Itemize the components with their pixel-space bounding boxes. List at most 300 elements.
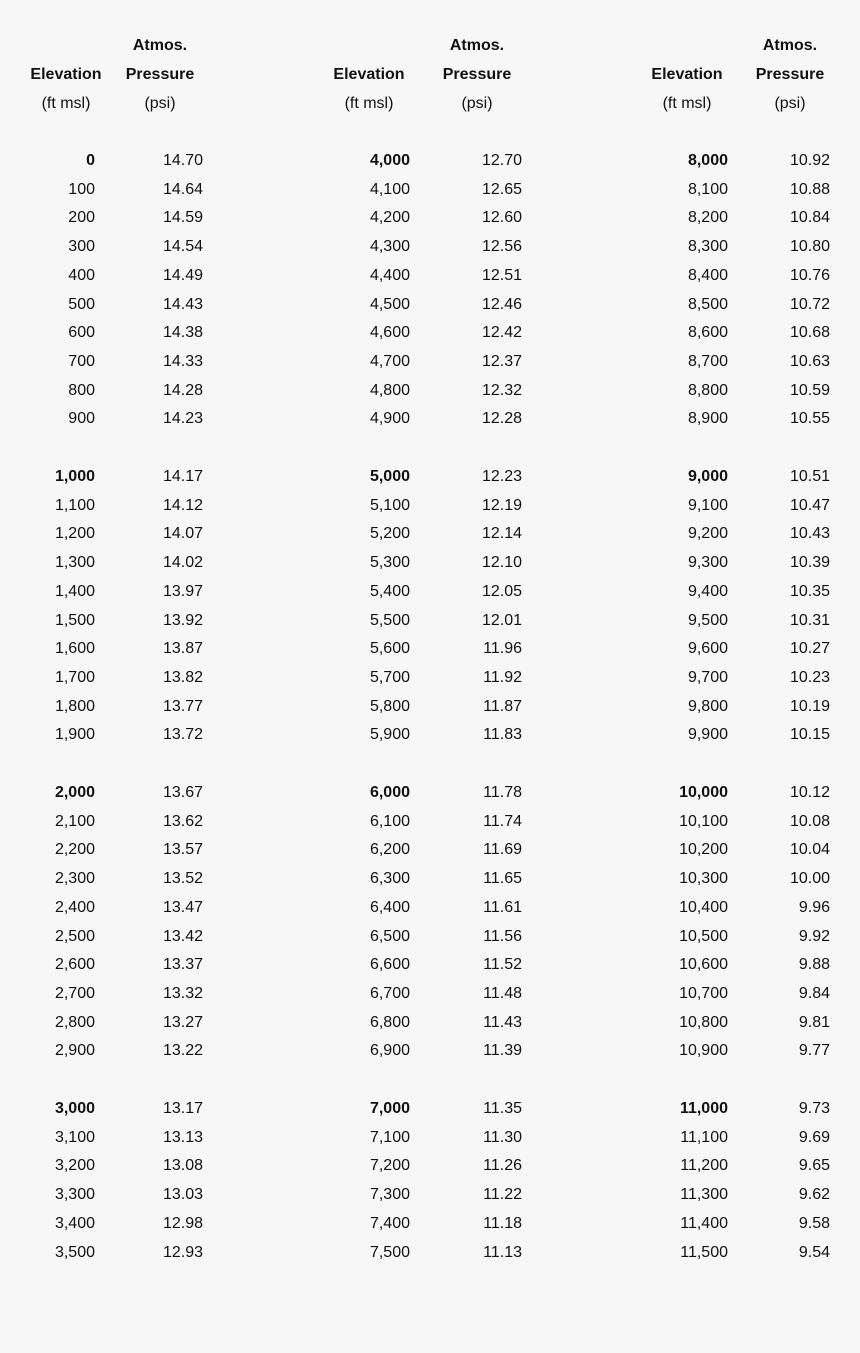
table-row xyxy=(300,840,560,869)
table-row xyxy=(0,1041,260,1070)
atmos-header: Atmos. xyxy=(762,37,818,54)
table-row xyxy=(300,295,560,324)
pressure-cell: 14.49 xyxy=(162,266,203,284)
pressure-cell: 14.07 xyxy=(162,525,203,543)
table-row xyxy=(600,524,860,553)
table-row xyxy=(600,812,860,841)
table-row xyxy=(600,697,860,726)
pressure-cell: 12.10 xyxy=(481,554,522,572)
table-row xyxy=(0,955,260,984)
table-row xyxy=(300,1243,560,1272)
table-row xyxy=(0,927,260,956)
table-row xyxy=(300,898,560,927)
table-row xyxy=(300,1099,560,1128)
pressure-cell: 14.38 xyxy=(162,324,203,342)
pressure-cell: 13.17 xyxy=(162,1100,203,1117)
elevation-cell: 6,800 xyxy=(369,1013,410,1031)
table-row xyxy=(300,266,560,295)
table-row xyxy=(0,1128,260,1157)
pressure-cell: 11.61 xyxy=(483,898,522,916)
elevation-cell: 10,200 xyxy=(679,841,728,859)
elevation-cell: 9,900 xyxy=(687,726,728,744)
pressure-cell: 12.42 xyxy=(481,324,522,342)
table-row xyxy=(300,697,560,726)
pressure-cell: 12.51 xyxy=(481,266,522,284)
pressure-cell: 10.59 xyxy=(789,381,830,399)
pressure-cell: 13.03 xyxy=(162,1186,203,1204)
pressure-cell: 14.17 xyxy=(162,468,203,485)
pressure-cell: 13.92 xyxy=(162,611,203,629)
elevation-cell: 5,700 xyxy=(369,668,410,686)
table-row xyxy=(300,151,560,180)
table-row xyxy=(300,409,560,438)
elevation-cell: 5,900 xyxy=(369,726,410,744)
table-row xyxy=(600,1041,860,1070)
pressure-cell: 13.82 xyxy=(162,668,203,686)
pressure-cell: 9.54 xyxy=(798,1243,830,1261)
table-row xyxy=(600,409,860,438)
elevation-unit: (ft msl) xyxy=(662,95,712,112)
pressure-cell: 11.83 xyxy=(483,726,522,744)
elevation-cell: 9,300 xyxy=(687,554,728,572)
elevation-cell: 10,800 xyxy=(679,1013,728,1031)
pressure-cell: 13.67 xyxy=(162,784,203,801)
elevation-cell: 2,600 xyxy=(54,956,95,974)
table-row xyxy=(0,151,260,180)
elevation-cell: 2,300 xyxy=(54,870,95,888)
elevation-cell: 11,300 xyxy=(680,1186,728,1204)
pressure-cell: 11.78 xyxy=(483,784,522,801)
table-row xyxy=(600,496,860,525)
table-row xyxy=(600,381,860,410)
table-row xyxy=(600,611,860,640)
table-row xyxy=(600,237,860,266)
table-row xyxy=(300,180,560,209)
elevation-cell: 1,100 xyxy=(54,496,95,514)
pressure-cell: 12.70 xyxy=(481,152,522,169)
table-row xyxy=(300,783,560,812)
elevation-cell: 1,200 xyxy=(54,525,95,543)
elevation-cell: 900 xyxy=(68,410,95,428)
elevation-cell: 4,400 xyxy=(369,266,410,284)
pressure-cell: 10.23 xyxy=(789,668,830,686)
elevation-cell: 1,600 xyxy=(54,640,95,658)
elevation-cell: 6,600 xyxy=(369,956,410,974)
pressure-cell: 11.56 xyxy=(483,927,522,945)
pressure-cell: 13.32 xyxy=(162,984,203,1002)
pressure-cell: 10.84 xyxy=(789,209,830,227)
elevation-cell: 7,100 xyxy=(369,1128,410,1146)
table-row xyxy=(0,783,260,812)
pressure-cell: 9.77 xyxy=(798,1042,830,1060)
elevation-cell: 9,000 xyxy=(687,468,728,485)
table-row xyxy=(0,553,260,582)
elevation-cell: 2,900 xyxy=(54,1042,95,1060)
pressure-cell: 12.93 xyxy=(162,1243,203,1261)
pressure-cell: 10.72 xyxy=(789,295,830,313)
pressure-cell: 11.48 xyxy=(483,984,522,1002)
table-row xyxy=(600,1099,860,1128)
pressure-unit: (psi) xyxy=(144,95,176,112)
pressure-cell: 13.37 xyxy=(162,956,203,974)
table-row xyxy=(600,323,860,352)
elevation-cell: 9,400 xyxy=(687,582,728,600)
pressure-cell: 11.43 xyxy=(483,1013,522,1031)
elevation-cell: 4,500 xyxy=(369,295,410,313)
pressure-cell: 10.31 xyxy=(789,611,830,629)
pressure-cell: 13.22 xyxy=(162,1042,203,1060)
pressure-cell: 14.64 xyxy=(162,180,203,198)
table-row xyxy=(0,1156,260,1185)
table-row xyxy=(300,381,560,410)
pressure-cell: 13.57 xyxy=(162,841,203,859)
pressure-cell: 12.19 xyxy=(481,496,522,514)
table-row xyxy=(0,1099,260,1128)
table-row xyxy=(300,467,560,496)
table-row xyxy=(0,180,260,209)
pressure-cell: 11.69 xyxy=(483,841,522,859)
elevation-cell: 4,700 xyxy=(369,352,410,370)
elevation-cell: 0 xyxy=(86,152,95,169)
pressure-cell: 10.15 xyxy=(789,726,830,744)
table-row xyxy=(0,697,260,726)
pressure-cell: 9.62 xyxy=(798,1186,830,1204)
elevation-cell: 6,200 xyxy=(369,841,410,859)
elevation-cell: 3,400 xyxy=(54,1214,95,1232)
pressure-cell: 10.63 xyxy=(789,352,830,370)
pressure-header: Pressure xyxy=(442,66,512,83)
elevation-cell: 11,400 xyxy=(680,1214,728,1232)
table-row xyxy=(300,1214,560,1243)
elevation-cell: 11,100 xyxy=(680,1128,728,1146)
table-row xyxy=(0,869,260,898)
table-row xyxy=(0,467,260,496)
table-row xyxy=(300,869,560,898)
table-row xyxy=(0,725,260,754)
table-row xyxy=(300,237,560,266)
elevation-cell: 8,100 xyxy=(687,180,728,198)
pressure-cell: 10.43 xyxy=(789,525,830,543)
pressure-cell: 13.72 xyxy=(162,726,203,744)
elevation-cell: 5,100 xyxy=(369,496,410,514)
table-row xyxy=(600,869,860,898)
pressure-cell: 12.23 xyxy=(481,468,522,485)
pressure-cell: 10.80 xyxy=(789,238,830,256)
table-row xyxy=(600,984,860,1013)
table-row xyxy=(300,639,560,668)
elevation-cell: 4,000 xyxy=(369,152,410,169)
elevation-cell: 6,000 xyxy=(369,784,410,801)
pressure-cell: 12.37 xyxy=(481,352,522,370)
table-row xyxy=(600,208,860,237)
elevation-cell: 5,200 xyxy=(369,525,410,543)
pressure-cell: 12.05 xyxy=(481,582,522,600)
table-row xyxy=(0,582,260,611)
elevation-cell: 5,000 xyxy=(369,468,410,485)
elevation-cell: 4,100 xyxy=(369,180,410,198)
table-row xyxy=(600,295,860,324)
table-row xyxy=(300,323,560,352)
elevation-cell: 1,800 xyxy=(54,697,95,715)
table-row xyxy=(300,927,560,956)
table-row xyxy=(600,783,860,812)
elevation-cell: 5,300 xyxy=(369,554,410,572)
table-row xyxy=(300,582,560,611)
pressure-cell: 11.22 xyxy=(483,1186,522,1204)
pressure-cell: 10.19 xyxy=(789,697,830,715)
elevation-cell: 6,100 xyxy=(369,812,410,830)
table-row xyxy=(600,1156,860,1185)
table-row xyxy=(0,266,260,295)
elevation-cell: 11,500 xyxy=(680,1243,728,1261)
table-row xyxy=(600,352,860,381)
pressure-cell: 10.35 xyxy=(789,582,830,600)
pressure-cell: 11.13 xyxy=(483,1243,522,1261)
pressure-cell: 10.04 xyxy=(789,841,830,859)
table-row xyxy=(0,611,260,640)
table-row xyxy=(600,582,860,611)
pressure-unit: (psi) xyxy=(461,95,493,112)
elevation-cell: 4,900 xyxy=(369,410,410,428)
elevation-cell: 1,700 xyxy=(54,668,95,686)
elevation-cell: 300 xyxy=(68,238,95,256)
elevation-cell: 6,900 xyxy=(369,1042,410,1060)
table-row xyxy=(300,524,560,553)
pressure-cell: 12.32 xyxy=(481,381,522,399)
elevation-cell: 3,300 xyxy=(54,1186,95,1204)
pressure-cell: 13.62 xyxy=(162,812,203,830)
elevation-cell: 3,000 xyxy=(54,1100,95,1117)
pressure-cell: 11.74 xyxy=(483,812,522,830)
table-row xyxy=(0,524,260,553)
elevation-cell: 200 xyxy=(68,209,95,227)
pressure-cell: 12.65 xyxy=(481,180,522,198)
elevation-cell: 2,100 xyxy=(54,812,95,830)
pressure-cell: 13.47 xyxy=(162,898,203,916)
elevation-cell: 10,900 xyxy=(679,1042,728,1060)
elevation-cell: 8,700 xyxy=(687,352,728,370)
pressure-cell: 9.65 xyxy=(798,1157,830,1175)
elevation-cell: 4,200 xyxy=(369,209,410,227)
elevation-cell: 2,000 xyxy=(54,784,95,801)
elevation-cell: 6,300 xyxy=(369,870,410,888)
pressure-cell: 10.92 xyxy=(789,152,830,169)
table-row xyxy=(600,266,860,295)
table-row xyxy=(0,812,260,841)
elevation-cell: 8,600 xyxy=(687,324,728,342)
pressure-cell: 11.87 xyxy=(483,697,522,715)
elevation-cell: 10,300 xyxy=(679,870,728,888)
pressure-cell: 12.28 xyxy=(481,410,522,428)
pressure-cell: 13.27 xyxy=(162,1013,203,1031)
pressure-cell: 13.42 xyxy=(162,927,203,945)
pressure-cell: 9.92 xyxy=(798,927,830,945)
pressure-cell: 10.08 xyxy=(789,812,830,830)
elevation-cell: 7,400 xyxy=(369,1214,410,1232)
elevation-cell: 10,700 xyxy=(679,984,728,1002)
pressure-cell: 9.84 xyxy=(798,984,830,1002)
table-row xyxy=(300,955,560,984)
elevation-cell: 8,500 xyxy=(687,295,728,313)
pressure-cell: 11.30 xyxy=(483,1128,522,1146)
table-row xyxy=(0,898,260,927)
elevation-cell: 9,500 xyxy=(687,611,728,629)
elevation-cell: 10,600 xyxy=(679,956,728,974)
pressure-cell: 12.14 xyxy=(481,525,522,543)
pressure-cell: 10.47 xyxy=(789,496,830,514)
pressure-cell: 12.46 xyxy=(481,295,522,313)
table-row xyxy=(600,1243,860,1272)
table-row xyxy=(300,352,560,381)
table-row xyxy=(300,1013,560,1042)
pressure-cell: 11.35 xyxy=(483,1100,522,1117)
table-row xyxy=(300,553,560,582)
elevation-cell: 2,400 xyxy=(54,898,95,916)
table-row xyxy=(0,352,260,381)
pressure-cell: 9.81 xyxy=(798,1013,830,1031)
table-row xyxy=(0,984,260,1013)
table-row xyxy=(600,898,860,927)
elevation-cell: 6,400 xyxy=(369,898,410,916)
elevation-cell: 100 xyxy=(68,180,95,198)
elevation-cell: 6,700 xyxy=(369,984,410,1002)
elevation-cell: 2,800 xyxy=(54,1013,95,1031)
elevation-cell: 4,300 xyxy=(369,238,410,256)
elevation-unit: (ft msl) xyxy=(344,95,394,112)
elevation-unit: (ft msl) xyxy=(41,95,91,112)
elevation-cell: 5,500 xyxy=(369,611,410,629)
elevation-cell: 7,300 xyxy=(369,1186,410,1204)
pressure-cell: 13.97 xyxy=(162,582,203,600)
pressure-cell: 9.58 xyxy=(798,1214,830,1232)
elevation-cell: 8,300 xyxy=(687,238,728,256)
elevation-cell: 600 xyxy=(68,324,95,342)
elevation-header: Elevation xyxy=(651,66,723,83)
pressure-cell: 11.26 xyxy=(483,1157,522,1175)
table-row xyxy=(0,639,260,668)
pressure-cell: 14.02 xyxy=(162,554,203,572)
elevation-cell: 6,500 xyxy=(369,927,410,945)
table-row xyxy=(600,668,860,697)
table-row xyxy=(300,812,560,841)
table-row xyxy=(0,668,260,697)
pressure-cell: 11.18 xyxy=(483,1214,522,1232)
table-row xyxy=(300,984,560,1013)
elevation-cell: 9,100 xyxy=(687,496,728,514)
table-row xyxy=(600,1128,860,1157)
table-column-block xyxy=(600,0,860,1353)
pressure-cell: 10.88 xyxy=(789,180,830,198)
pressure-cell: 14.43 xyxy=(162,295,203,313)
elevation-cell: 1,000 xyxy=(54,468,95,485)
atmos-header: Atmos. xyxy=(449,37,505,54)
table-row xyxy=(0,1185,260,1214)
elevation-cell: 800 xyxy=(68,381,95,399)
table-row xyxy=(300,208,560,237)
elevation-cell: 1,500 xyxy=(54,611,95,629)
elevation-cell: 1,900 xyxy=(54,726,95,744)
table-row xyxy=(0,295,260,324)
pressure-cell: 13.08 xyxy=(162,1157,203,1175)
table-row xyxy=(300,668,560,697)
elevation-header: Elevation xyxy=(30,66,102,83)
table-row xyxy=(0,237,260,266)
pressure-cell: 14.70 xyxy=(162,152,203,169)
pressure-cell: 12.60 xyxy=(481,209,522,227)
elevation-cell: 8,900 xyxy=(687,410,728,428)
table-row xyxy=(600,927,860,956)
table-row xyxy=(600,1185,860,1214)
elevation-cell: 700 xyxy=(68,352,95,370)
elevation-header: Elevation xyxy=(333,66,405,83)
pressure-cell: 14.28 xyxy=(162,381,203,399)
pressure-cell: 10.39 xyxy=(789,554,830,572)
pressure-cell: 9.88 xyxy=(798,956,830,974)
elevation-cell: 7,500 xyxy=(369,1243,410,1261)
table-row xyxy=(300,1185,560,1214)
table-row xyxy=(0,1243,260,1272)
elevation-cell: 5,600 xyxy=(369,640,410,658)
elevation-cell: 8,400 xyxy=(687,266,728,284)
table-row xyxy=(600,955,860,984)
table-column-block xyxy=(0,0,260,1353)
pressure-header: Pressure xyxy=(755,66,825,83)
pressure-cell: 12.56 xyxy=(481,238,522,256)
table-row xyxy=(300,1156,560,1185)
elevation-cell: 4,800 xyxy=(369,381,410,399)
elevation-cell: 11,200 xyxy=(680,1157,728,1175)
elevation-cell: 5,400 xyxy=(369,582,410,600)
pressure-cell: 10.68 xyxy=(789,324,830,342)
pressure-cell: 14.23 xyxy=(162,410,203,428)
table-row xyxy=(0,496,260,525)
elevation-cell: 11,000 xyxy=(679,1100,728,1117)
elevation-cell: 1,400 xyxy=(54,582,95,600)
pressure-cell: 9.69 xyxy=(798,1128,830,1146)
table-row xyxy=(0,840,260,869)
table-row xyxy=(600,725,860,754)
elevation-cell: 3,100 xyxy=(54,1128,95,1146)
pressure-cell: 13.77 xyxy=(162,697,203,715)
pressure-cell: 14.59 xyxy=(162,209,203,227)
pressure-cell: 11.39 xyxy=(483,1042,522,1060)
pressure-cell: 10.00 xyxy=(789,870,830,888)
pressure-cell: 11.52 xyxy=(483,956,522,974)
table-row xyxy=(0,1214,260,1243)
elevation-cell: 2,200 xyxy=(54,841,95,859)
pressure-header: Pressure xyxy=(125,66,195,83)
elevation-cell: 8,000 xyxy=(687,152,728,169)
table-row xyxy=(600,467,860,496)
pressure-cell: 9.96 xyxy=(798,898,830,916)
table-row xyxy=(0,208,260,237)
elevation-cell: 9,800 xyxy=(687,697,728,715)
elevation-cell: 3,500 xyxy=(54,1243,95,1261)
elevation-cell: 3,200 xyxy=(54,1157,95,1175)
table-row xyxy=(0,381,260,410)
pressure-cell: 11.65 xyxy=(483,870,522,888)
elevation-cell: 9,200 xyxy=(687,525,728,543)
elevation-cell: 2,500 xyxy=(54,927,95,945)
table-row xyxy=(0,409,260,438)
table-column-block xyxy=(300,0,560,1353)
pressure-cell: 11.92 xyxy=(483,668,522,686)
pressure-cell: 10.55 xyxy=(789,410,830,428)
table-row xyxy=(600,840,860,869)
table-row xyxy=(600,639,860,668)
elevation-cell: 9,700 xyxy=(687,668,728,686)
table-row xyxy=(0,323,260,352)
